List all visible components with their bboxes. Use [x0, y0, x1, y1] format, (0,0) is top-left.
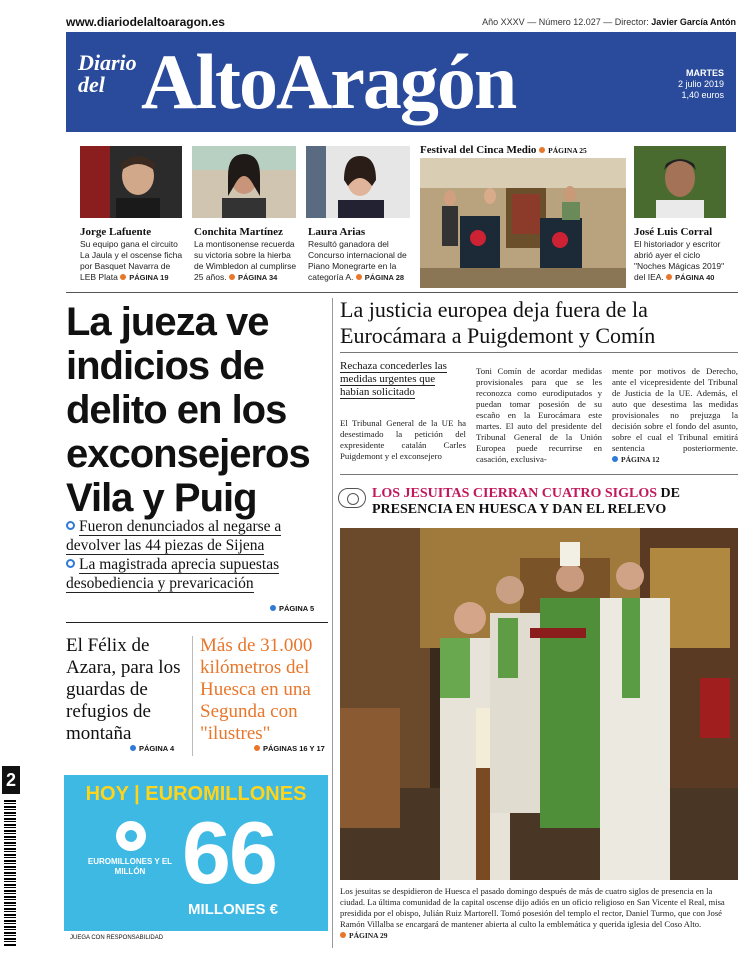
jesuitas-caption: [340, 886, 738, 941]
page-ref-jesuitas[interactable]: PÁGINA 29: [340, 931, 388, 940]
page-ref-europe[interactable]: PÁGINA 12: [612, 455, 660, 464]
bullet-ring-icon: [66, 521, 75, 530]
europe-col-1: El Tribunal General de la UE ha desestimado la petición del expresidente catalán Carles Puigdemont y el exconsejero: [340, 418, 466, 461]
ad-hoy: HOY: [85, 783, 129, 805]
km-page[interactable]: [254, 744, 325, 753]
teaser-body-martinez: La montisonense recuerda su victoria sobre la hierba de Wimbledon al cumplirse 25 años.: [194, 239, 297, 282]
euromillones-logo-icon: [116, 821, 146, 851]
bullet-ring-icon: [66, 559, 75, 568]
masthead-diario: Diario: [78, 50, 137, 75]
page-ref-arias[interactable]: PÁGINA 28: [356, 273, 404, 282]
festival-photo[interactable]: [420, 158, 626, 288]
issue-meta: [482, 17, 736, 27]
page-ref-lafuente[interactable]: PÁGINA 19: [120, 273, 168, 282]
divider-main: [332, 298, 333, 948]
director-label: Director:: [614, 17, 649, 27]
km-headline[interactable]: Más de 31.000 kilómetros del Huesca en una Segunda con "ilustres": [200, 635, 313, 744]
teaser-photo-corral[interactable]: [634, 146, 726, 218]
felix-headline[interactable]: El Félix de Azara, para los guardas de refugios de montaña: [66, 635, 181, 744]
teaser-text-corral: [634, 239, 734, 283]
ad-unit: MILLONES €: [188, 901, 279, 918]
masthead-title: AltoAragón: [141, 38, 516, 125]
teaser-body-arias: Resultó ganadora del Concurso internacional de Piano Monegrarte en la categoría A.: [308, 239, 407, 282]
masthead-date: 2 julio 2019: [677, 79, 724, 89]
divider-lead: [66, 622, 328, 623]
camera-icon: [338, 488, 366, 508]
lead-page-ref[interactable]: [270, 604, 314, 613]
teaser-photo-arias[interactable]: [306, 146, 410, 218]
masthead-date-block: [678, 68, 724, 101]
issue-number: — Número 12.027 —: [527, 17, 613, 27]
lead-bullet-1-text: Fueron denunciados al negarse a devolver las 44 piezas de Sijena: [66, 518, 282, 554]
europe-col-2: Toni Comín de acordar medidas provisionales para que se les reconozca como eurodiputados y puedan tomar posesión de su escaño en la Eurocámara este martes. El auto del presidente del Tribunal General de la Unión Europea puede recurrirse en casación, exclusiva-: [476, 366, 602, 464]
teaser-name-lafuente[interactable]: Jorge Lafuente: [80, 226, 152, 238]
jesuitas-highlight: LOS JESUITAS CIERRAN CUATRO SIGLOS: [372, 486, 657, 501]
barcode: [4, 800, 16, 946]
euromillones-ad[interactable]: [64, 775, 328, 947]
teaser-name-corral[interactable]: José Luis Corral: [634, 226, 713, 238]
ad-jackpot: 66: [182, 803, 276, 902]
teaser-text-lafuente: [80, 239, 184, 283]
teaser-photo-martinez[interactable]: [192, 146, 296, 218]
page-ref-martinez[interactable]: PÁGINA 34: [229, 273, 277, 282]
page-ref-lead[interactable]: PÁGINA 5: [270, 604, 314, 613]
teaser-photo-lafuente[interactable]: [80, 146, 182, 218]
europe-subhead: [340, 360, 466, 399]
issue-year: Año XXXV: [482, 17, 525, 27]
jesuitas-headline[interactable]: [372, 486, 738, 518]
director-name: Javier García Antón: [651, 17, 736, 27]
jesuitas-rest: DE PRESENCIA EN HUESCA Y DAN EL RELEVO: [372, 486, 680, 517]
ad-brand: EUROMILLONES: [145, 783, 307, 805]
lead-bullet-1: [66, 517, 328, 555]
teaser-text-arias: [308, 239, 412, 283]
barcode-digit: 2: [2, 766, 20, 794]
masthead-del: del: [78, 72, 105, 97]
ad-separator: |: [134, 783, 140, 805]
divider-top: [66, 292, 738, 293]
teaser-text-martinez: [194, 239, 298, 283]
lead-bullet-2-text: La magistrada aprecia supuestas desobediencia y prevaricación: [66, 556, 280, 592]
page-ref-felix[interactable]: PÁGINA 4: [130, 744, 174, 753]
jesuitas-photo[interactable]: [340, 528, 738, 880]
lead-headline[interactable]: La jueza ve indicios de delito en los exconsejeros Vila y Puig: [66, 300, 310, 520]
europe-headline[interactable]: La justicia europea deja fuera de la Eurocámara a Puigdemont y Comín: [340, 297, 656, 348]
jesuitas-caption-text: Los jesuitas se despidieron de Huesca el pasado domingo después de más de cuatro siglos de presencia en la ciudad. La última comunidad de la capital oscense dijo adiós en un oficio religioso en San Vicente el Real, misa presidida por el obispo, Julián Ruiz Martorell. Tomó posesión del templo el rector, Daniel Turmo, que con José Ramón Villalba se encargará de mantener abierta al culto la emblemática y querida iglesia del Coso Alto.: [340, 886, 725, 929]
felix-page[interactable]: [130, 744, 174, 753]
teaser-body-lafuente: Su equipo gana el circuito La Jaula y el oscense ficha por Basquet Navarra de LEB Plata: [80, 239, 183, 282]
teaser-body-corral: El historiador y escritor abrió ayer el ciclo "Noches Mágicas 2019" del IEA.: [634, 239, 725, 282]
europe-subhead-text: Rechaza concederles las medidas urgentes que habían solicitado: [340, 360, 447, 398]
page-ref-km[interactable]: PÁGINAS 16 Y 17: [254, 744, 325, 753]
ad-footer: JUEGA CON RESPONSABILIDAD: [64, 931, 328, 947]
masthead: [66, 32, 736, 132]
europe-col-3: [612, 366, 738, 465]
divider-europe: [340, 352, 738, 353]
divider-jesuitas: [340, 474, 738, 475]
masthead-price: 1,40 euros: [681, 90, 724, 100]
lead-bullet-2: [66, 555, 328, 593]
top-line: [66, 14, 736, 30]
site-url[interactable]: www.diariodelaltoaragon.es: [66, 15, 225, 29]
festival-label[interactable]: [420, 144, 587, 156]
festival-title: Festival del Cinca Medio: [420, 144, 537, 156]
europe-col-3-text: mente por motivos de Derecho, ante el vicepresidente del Tribunal de Justicia de la UE. Además, el auto que desestima las medidas provisionales no prejuzga la decisión sobre el fondo del asunto, sobre el cual el Tribunal emitirá sentencia posteriormente.: [612, 366, 738, 453]
teaser-name-martinez[interactable]: Conchita Martínez: [194, 226, 283, 238]
page-ref-corral[interactable]: PÁGINA 40: [666, 273, 714, 282]
masthead-prefix: [78, 52, 137, 96]
ad-logo-text: EUROMILLONES Y EL MILLÓN: [87, 857, 173, 876]
masthead-weekday: MARTES: [686, 68, 724, 78]
teaser-name-arias[interactable]: Laura Arias: [308, 226, 366, 238]
divider-felix-km: [192, 636, 193, 756]
page-ref-festival[interactable]: PÁGINA 25: [539, 146, 587, 155]
